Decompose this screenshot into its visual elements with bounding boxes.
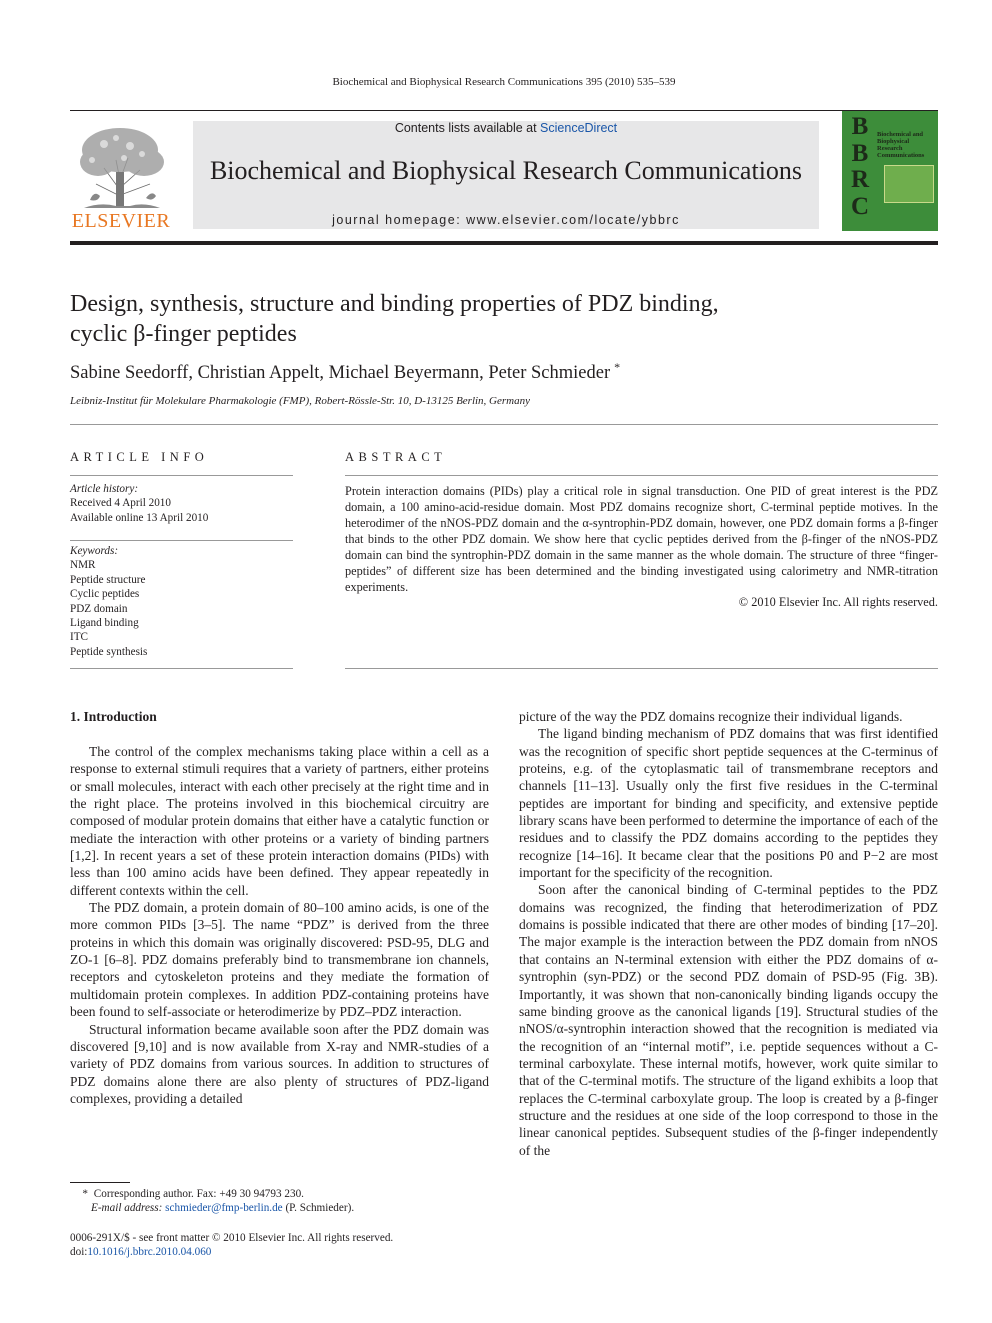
keyword: Peptide synthesis [70,645,148,658]
abstract-bottom-rule [345,668,938,669]
abstract-heading: ABSTRACT [345,450,447,464]
corresponding-mark[interactable]: * [614,360,621,374]
paragraph: picture of the way the PDZ domains recognize their individual ligands. [519,709,903,724]
paragraph: Soon after the canonical binding of C-terminal peptides to the PDZ domains was recognized, the finding that heterodimerization of PDZ domains is possible indicated that there are other modes of binding [17–20]. The major example is the interaction between the PDZ domain from nNOS that contains an N-terminal extension with either the PDZ domains of α-syntrophin (syn-PDZ) or the second PDZ domain of PSD-95 (Fig. 3B). Importantly, it was shown that non-canonically binding ligands occupy the same binding groove as the canonical ligands [19]. Structural studies of the nNOS/α-syntrophin interaction showed that the recognition is mediated via the recognition of an “internal motif”, i.e. peptide sequences without a C-terminal carboxylate. These internal motifs, however, work quite similar to that of the C-terminal motifs. The structure of the ligand exhibits a loop that replaces the C-terminal carboxylate group. The loop is created by a β-finger structure and the residues at one side of the loop correspond to those in the linear canonical peptides. Subsequent studies of the β-finger independently of the [519,882,938,1158]
journal-title: Biochemical and Biophysical Research Communications [209,156,803,185]
article-title: Design, synthesis, structure and binding properties of PDZ binding, cyclic β-finger peptides [70,291,719,347]
article-info-bottom-rule [70,668,293,669]
journal-homepage[interactable]: journal homepage: www.elsevier.com/locate/ybbrc [332,213,680,227]
doi-line: doi:10.1016/j.bbrc.2010.04.060 [70,1246,212,1258]
abstract-copyright: © 2010 Elsevier Inc. All rights reserved. [738,595,938,609]
keyword: PDZ domain [70,602,128,615]
affiliation-rule [70,424,938,425]
keywords-rule [70,540,293,541]
keywords: Keywords: NMR Peptide structure Cyclic peptides PDZ domain Ligand binding ITC Peptide synthesis [70,545,148,658]
doi-link[interactable]: 10.1016/j.bbrc.2010.04.060 [87,1246,212,1258]
author-list: Sabine Seedorff, Christian Appelt, Michael Beyermann, Peter Schmieder * [70,360,621,384]
header-top-rule [70,110,938,111]
article-info-heading: ARTICLE INFO [70,450,209,464]
corresponding-footnote: * Corresponding author. Fax: +49 30 94793 230. [82,1188,304,1200]
email-footnote: E-mail address: schmieder@fmp-berlin.de (P. Schmieder). [91,1202,355,1214]
header-thick-rule [70,241,938,245]
keyword: Peptide structure [70,573,146,586]
article-history: Article history: Received 4 April 2010 Available online 13 April 2010 [70,483,209,524]
cover-letters: B B R C [850,113,870,220]
paragraph: The control of the complex mechanisms taking place within a cell as a response to external stimuli requires that a variety of partners, either proteins or small molecules, interact with each other precisely at the right time and in the right place. The proteins involved in this biochemical circuitry are composed of modular protein domains that either have a catalytic function or mediate the interaction with other proteins or a variety of binding partners [1,2]. In recent years a set of these protein interaction domains (PIDs) with less than 100 amino acids have been defined. They appear repeatedly in different contexts within the cell. [70,744,489,898]
cover-title: Biochemical and Biophysical Research Communications [877,131,925,159]
keyword: NMR [70,559,96,572]
section-heading-introduction: 1. Introduction [70,709,157,724]
affiliation: Leibniz-Institut für Molekulare Pharmakologie (FMP), Robert-Rössle-Str. 10, D-13125 Berlin, Germany [70,395,530,407]
body-column-right [519,708,938,1159]
body-column-left [70,743,489,1107]
footnote-rule [70,1182,130,1183]
paragraph: The PDZ domain, a protein domain of 80–100 amino acids, is one of the more common PIDs [3–5]. The name “PDZ” is derived from the three proteins in which this domain was originally discovered: PSD-95, DLG and ZO-1 [6–8]. PDZ domains preferably bind to transmembrane ion channels, receptors and cytoskeleton proteins and they mediate the formation of multidomain protein complexes. In addition PDZ-containing proteins have been found to self-associate or heterodimerize by PDZ–PDZ interaction. [70,900,489,1020]
keyword: ITC [70,631,89,644]
contents-line [193,121,819,135]
contents-prefix: Contents lists available at [394,121,541,135]
paragraph: The ligand binding mechanism of PDZ domains that was first identified was the recognition of specific short peptide sequences at the C-terminus of proteins, e.g. of the cytoplasmatic tail of transmembrane receptors and channels [11–13]. Usually only the first five residues in the C-terminal peptides are important for binding and specificity, and extensive peptide library scans have been performed to determine the importance of each of the residues and to classify the PDZ domains according to the peptides they recognize [14–16]. It became clear that the positions P0 and P−2 are most important for the specificity of the recognition. [519,726,938,881]
abstract-text: Protein interaction domains (PIDs) play a critical role in signal transduction. One PID of great interest is the PDZ domain, a 100 amino-acid-residue domain. Most PDZ domains recognize short, C-terminal peptide motives. In the heterodimer of the nNOS-PDZ domain and the α-syntrophin-PDZ domain, however, one PDZ domain forms a β-finger that binds to the other PDZ domain. We show here that cyclic peptides derived from the β-finger of the nNOS-PDZ domain can bind the syntrophin-PDZ domain in the same manner as the whole domain. The structure of three “finger-peptides” of different size has been determined and the binding investigated using calorimetry and NMR-titration experiments. [345,484,938,594]
email-link[interactable]: schmieder@fmp-berlin.de [165,1202,283,1214]
abstract-rule [345,475,938,476]
keyword: Cyclic peptides [70,588,140,601]
cover-artwork [884,165,934,203]
issn-line: 0006-291X/$ - see front matter © 2010 Elsevier Inc. All rights reserved. [70,1232,394,1244]
keyword: Ligand binding [70,617,139,630]
article-info-rule [70,475,293,476]
running-head: Biochemical and Biophysical Research Communications 395 (2010) 535–539 [332,76,676,88]
paragraph: Structural information became available soon after the PDZ domain was discovered [9,10] and is now available from X-ray and NMR-studies of a variety of PDZ domains from various sources. In addition to structures of PDZ domains alone there are also plenty of structures of PDZ-ligand complexes, providing a detailed [70,1021,489,1106]
sciencedirect-link[interactable]: ScienceDirect [540,121,618,135]
elsevier-wordmark: ELSEVIER [71,210,171,232]
